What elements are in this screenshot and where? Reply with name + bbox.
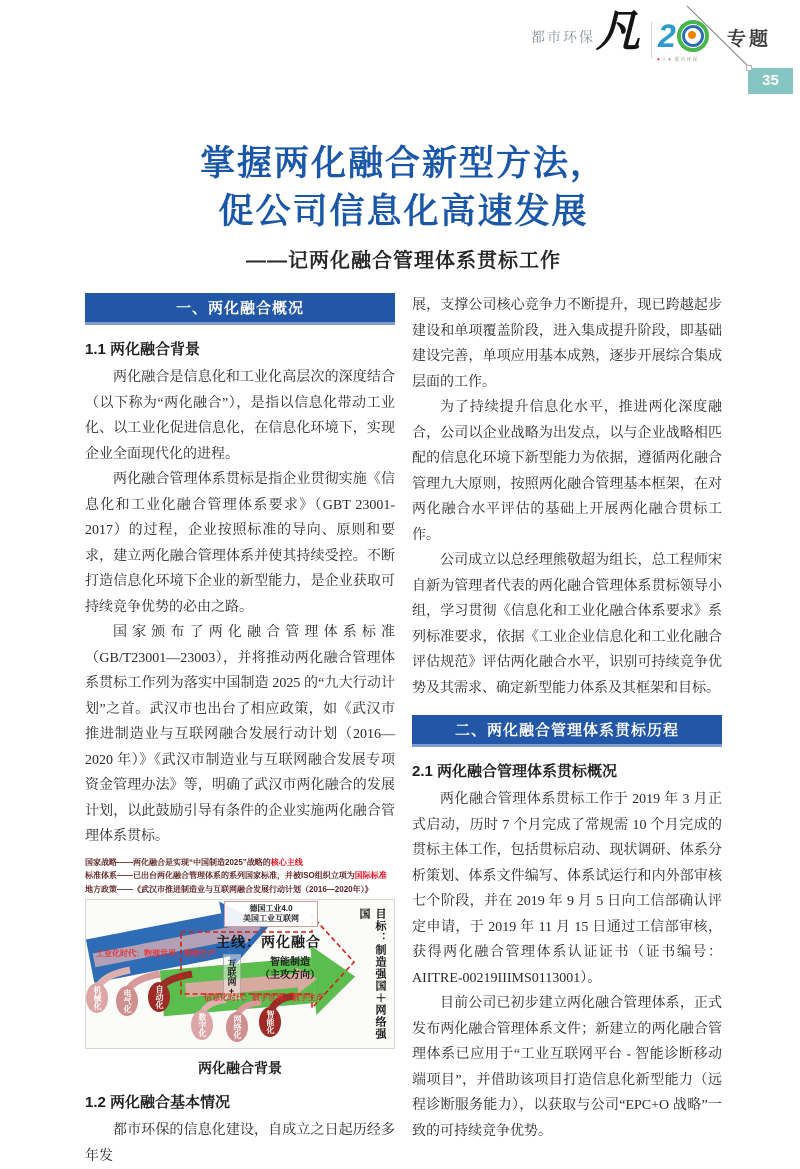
- internet-plus-label: 互联网+: [223, 954, 241, 1000]
- section-2-header: 二、两化融合管理体系贯标历程: [412, 715, 722, 747]
- body-paragraph: 两化融合是信息化和工业化高层次的深度结合（以下称为“两化融合”），是指以信息化带动工业化、以工业化促进信息化，在信息化环境下，实现企业全面现代化的进程。: [85, 370, 395, 462]
- header-diagonal-line: [0, 0, 800, 110]
- information-era-label: 信息化时代：数字世界、数字生产: [204, 993, 324, 1002]
- subsection-heading-1-1: 1.1 两化融合背景: [85, 341, 201, 358]
- smart-line2: （主攻方向）: [260, 970, 320, 981]
- figure-headline-2-highlight: 国际标准: [354, 871, 387, 880]
- circle-digitization: 数字化: [191, 1010, 213, 1040]
- figure-headline-3: [85, 883, 395, 897]
- section-tag: 专题: [727, 29, 772, 50]
- circle-mechanization: 机械化: [86, 983, 108, 1013]
- right-column: [412, 293, 722, 1144]
- body-paragraph: 两化融合管理体系贯标是指企业贯彻实施《信息化和工业化融合管理体系要求》（GBT 23001-2017）的过程，企业按照标准的导向、原则和要求，建立两化融合管理体系并使其持续受控。不断打造信息化环境下企业的新型能力，是企业获取可持续竞争优势的必由之路。: [85, 472, 395, 615]
- article-subtitle: ——记两化融合管理体系贯标工作: [246, 250, 561, 272]
- article-title-line1: 掌握两化融合新型方法，: [199, 144, 607, 183]
- article-title-block: [85, 140, 722, 273]
- anniversary-caption-text: I ♥ 都市环保: [663, 57, 699, 63]
- figure-caption: 两化融合背景: [198, 1060, 282, 1076]
- page-number-tab: 35: [748, 68, 793, 94]
- subsection-heading-2-1: 2.1 两化融合管理体系贯标概况: [412, 763, 618, 780]
- figure-headline-1-text: 国家战略——两化融合是实现“中国制造2025”战略的: [85, 857, 271, 867]
- circle-automation: 自动化: [148, 982, 170, 1012]
- smart-line1: 智能制造: [270, 957, 310, 968]
- figure-headline-2: [85, 869, 395, 883]
- body-paragraph: 公司成立以总经理熊敬超为组长，总工程师宋自新为管理者代表的两化融合管理体系贯标领导小组，学习贯彻《信息化和工业化融合体系要求》系列标准要求，依据《工业企业信息化和工业化融合评估规范》评估两化融合水平，识别可持续竞争优势及其需求、确定新型能力体系及其框架和目标。: [412, 553, 722, 696]
- body-paragraph: 展，支撑公司核心竞争力不断提升，现已跨越起步建设和单项覆盖阶段，进入集成提升阶段，即基础建设完善，单项应用基本成熟，逐步开展综合集成层面的工作。: [412, 298, 722, 390]
- left-column: [85, 293, 395, 1169]
- body-paragraph: 都市环保的信息化建设，自成立之日起历经多年发: [85, 1123, 395, 1164]
- section-1-header: 一、两化融合概况: [85, 293, 395, 325]
- body-paragraph: 目前公司已初步建立两化融合管理体系，正式发布两化融合管理体系文件；新建立的两化融合管理体系已应用于“工业互联网平台 - 智能诊断移动端项目”，并借助该项目打造信息化新型能力（远程诊断服务能力），以获取与公司“EPC+O 战略”一致的可持续竞争优势。: [412, 996, 722, 1139]
- circle-electrification: 电气化: [116, 986, 138, 1016]
- brand-calligraphy-logo: 凡: [596, 6, 640, 57]
- goal-label: 目标：制造强国＋网络强国: [358, 908, 386, 1040]
- industrial-era-label: 工业化时代：物理世界、物理生产: [96, 949, 216, 958]
- figure-headline-1-highlight: 核心主线: [270, 857, 303, 867]
- heart-icon: ♥: [657, 57, 661, 63]
- industry40-box: [224, 901, 318, 927]
- figure-headline-2-text: 标准体系——已出台两化融合管理体系的系列国家标准，并被ISO组织立项为: [85, 871, 355, 880]
- fusion-background-figure: [85, 856, 395, 1079]
- mainline-label: 主线：两化融合: [216, 934, 321, 950]
- subsection-heading-1-2: 1.2 两化融合基本情况: [85, 1094, 231, 1111]
- article-title-line2: 促公司信息化高速发展: [218, 192, 589, 231]
- circle-networking: 网络化: [226, 1012, 248, 1042]
- page-tab-dot: [746, 65, 752, 71]
- body-paragraph: 两化融合管理体系贯标工作于 2019 年 3 月正式启动，历时 7 个月完成了常规需 10 个月完成的贯标主体工作，包括贯标启动、现状调研、体系分析策划、体系文件编写、体系试运行和内外部审核七个阶段，并在 2019 年 9 月 5 日向工信部确认评定申请，于 2019 年 11 月 15 日通过工信部审核，获得两化融合管理体系认证证书（证书编号：AIITRE-00219IIIMS0113001）。: [412, 792, 722, 986]
- fusion-diagram-canvas: [85, 899, 395, 1049]
- industry40-line2: 美国工业互联网: [243, 914, 299, 923]
- anniversary-2-glyph: 2: [658, 18, 676, 54]
- body-paragraph: 为了持续提升信息化水平，推进两化深度融合，公司以企业战略为出发点，以与企业战略相匹配的信息化环境下新型能力为依据，遵循两化融合管理九大原则，按照两化融合管理基本框架，在对两化融合水平评估的基础上开展两化融合贯标工作。: [412, 400, 722, 543]
- brand-name: 都市环保: [531, 29, 595, 45]
- circle-intelligence: 智能化: [259, 1007, 281, 1037]
- figure-headline-1: [85, 856, 395, 870]
- smart-manufacturing-label: [260, 956, 320, 982]
- industry40-line1: 德国工业4.0: [249, 904, 293, 913]
- figure-headline-3-text: 地方政策——《武汉市推进制造业与互联网融合发展行动计划（2016—2020年）》: [85, 884, 373, 894]
- body-paragraph: 国家颁布了两化融合管理体系标准（GB/T23001—23003），并将推动两化融合管理体系贯标工作列为落实中国制造 2025 的“九大行动计划”之首。武汉市也出台了相应政策，如《武汉市推进制造业与互联网融合发展行动计划（2016—2020 年）》《武汉市制造业与互联网融合发展专项资金管理办法》等，明确了武汉市两化融合的发展计划，以此鼓励引导有条件的企业实施两化融合管理体系贯标。: [85, 625, 395, 844]
